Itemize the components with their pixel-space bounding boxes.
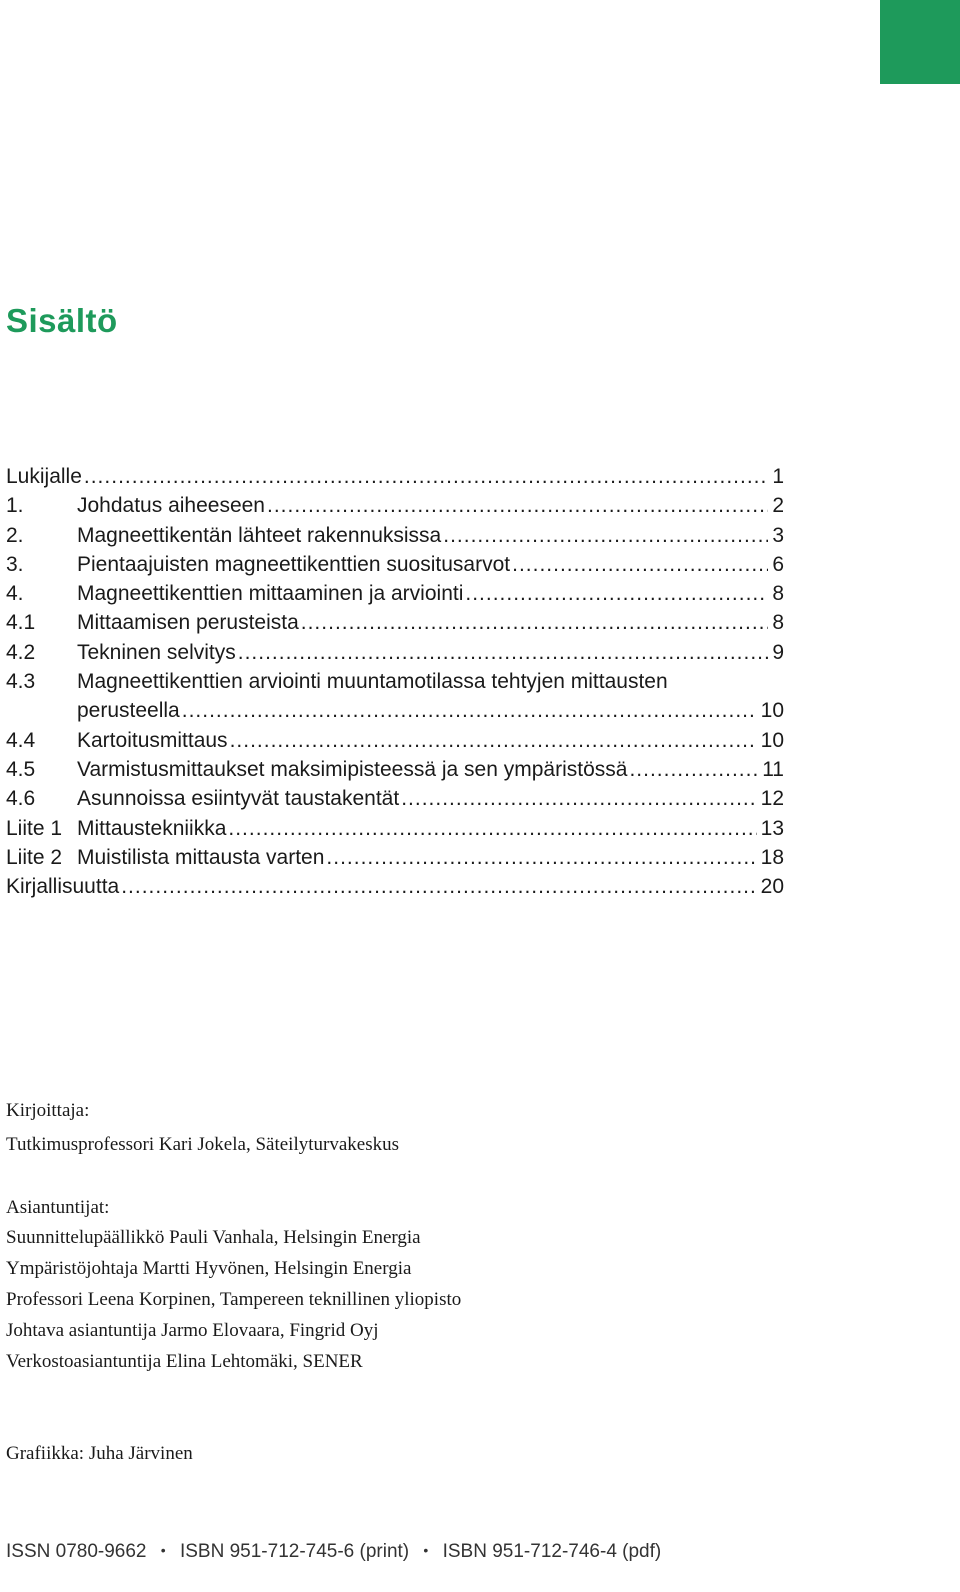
toc-leader-dots	[228, 814, 756, 843]
toc-entry[interactable]	[6, 872, 784, 901]
toc-entry[interactable]	[6, 521, 784, 550]
toc-entry-title: Tekninen selvitys	[77, 640, 236, 664]
toc-entry-number: 2.	[6, 523, 24, 547]
toc-page-number: 10	[760, 699, 784, 723]
toc-entry-title: Mittaustekniikka	[77, 816, 227, 840]
toc-entry[interactable]	[6, 638, 784, 667]
toc-entry-title: Johdatus aiheeseen	[77, 494, 265, 518]
issn: ISSN 0780-9662	[6, 1541, 147, 1562]
toc-leader-dots	[301, 608, 768, 637]
toc-page-number: 8	[772, 582, 784, 606]
experts-label: Asiantuntijat:	[6, 1197, 110, 1218]
bullet-separator: •	[423, 1542, 429, 1558]
toc-entry[interactable]	[6, 696, 784, 725]
toc-entry[interactable]	[6, 491, 784, 520]
toc-entry-number: Liite 1	[6, 816, 63, 840]
toc-page-number: 20	[760, 875, 784, 899]
toc-entry-title: Kartoitusmittaus	[77, 728, 228, 752]
page-title: Sisältö	[6, 302, 118, 339]
toc-entry-title: Asunnoissa esiintyvät taustakentät	[77, 787, 400, 811]
expert-item: Verkostoasiantuntija Elina Lehtomäki, SENER	[6, 1351, 363, 1372]
toc-entry[interactable]	[6, 843, 784, 872]
toc-entry-title: Pientaajuisten magneettikenttien suositusarvot	[77, 552, 511, 576]
toc-entry-title: Varmistusmittaukset maksimipisteessä ja sen ympäristössä	[77, 757, 628, 781]
toc-page-number: 10	[760, 728, 784, 752]
expert-item: Suunnittelupäällikkö Pauli Vanhala, Helsingin Energia	[6, 1227, 421, 1248]
graphics-credit: Grafiikka: Juha Järvinen	[6, 1443, 193, 1464]
toc-entry-number: 4.2	[6, 640, 36, 664]
isbn-pdf: ISBN 951-712-746-4 (pdf)	[442, 1541, 662, 1562]
toc-leader-dots	[629, 755, 758, 784]
toc-page-number: 3	[772, 523, 784, 547]
toc-entry[interactable]	[6, 784, 784, 813]
toc-entry[interactable]	[6, 667, 784, 696]
toc-entry[interactable]	[6, 726, 784, 755]
toc-page-number: 2	[772, 494, 784, 518]
toc-leader-dots	[182, 696, 757, 725]
expert-item: Ympäristöjohtaja Martti Hyvönen, Helsingin Energia	[6, 1258, 412, 1279]
toc-page-number: 1	[772, 465, 784, 488]
toc-entry-title: Magneettikenttien arviointi muuntamotilassa tehtyjen mittausten	[77, 670, 668, 694]
toc-entry-title: Magneettikentän lähteet rakennuksissa	[77, 523, 442, 547]
toc-entry[interactable]	[6, 755, 784, 784]
toc-entry-number: 4.4	[6, 728, 36, 752]
author-name: Tutkimusprofessori Kari Jokela, Säteilyturvakeskus	[6, 1134, 399, 1155]
toc-leader-dots	[121, 872, 756, 901]
toc-leader-dots	[238, 638, 768, 667]
toc-entry-number: 4.	[6, 582, 24, 606]
toc-entry-number: 3.	[6, 552, 24, 576]
toc-entry-title: Kirjallisuutta	[6, 875, 120, 899]
toc-entry-title: Mittaamisen perusteista	[77, 611, 299, 635]
isbn-print: ISBN 951-712-745-6 (print)	[179, 1541, 410, 1562]
toc-page-number: 11	[762, 757, 784, 781]
toc-entry-title: Lukijalle	[6, 465, 82, 488]
toc-entry[interactable]	[6, 579, 784, 608]
table-of-contents	[6, 462, 784, 901]
toc-entry[interactable]	[6, 608, 784, 637]
toc-page-number: 13	[760, 816, 784, 840]
toc-page-number: 9	[772, 640, 784, 664]
expert-item: Professori Leena Korpinen, Tampereen teknillinen yliopisto	[6, 1289, 462, 1310]
toc-leader-dots	[401, 784, 756, 813]
author-label: Kirjoittaja:	[6, 1100, 90, 1121]
toc-leader-dots	[326, 843, 756, 872]
expert-item: Johtava asiantuntija Jarmo Elovaara, Fingrid Oyj	[6, 1320, 379, 1341]
toc-entry[interactable]	[6, 550, 784, 579]
bullet-separator: •	[160, 1542, 166, 1558]
toc-leader-dots	[84, 462, 768, 491]
toc-entry-title: Muistilista mittausta varten	[77, 845, 325, 869]
toc-entry-title: perusteella	[77, 699, 180, 723]
toc-entry[interactable]	[6, 814, 784, 843]
toc-page-number: 6	[772, 552, 784, 576]
toc-leader-dots	[230, 726, 757, 755]
toc-entry-title: Magneettikenttien mittaaminen ja arviointi	[77, 582, 464, 606]
toc-leader-dots	[465, 579, 768, 608]
toc-entry-number: 4.1	[6, 611, 36, 635]
toc-entry[interactable]	[6, 462, 784, 491]
toc-leader-dots	[512, 550, 768, 579]
toc-page-number: 18	[760, 845, 784, 869]
toc-page-number: 8	[772, 611, 784, 635]
toc-leader-dots	[443, 521, 768, 550]
toc-entry-number: 1.	[6, 494, 24, 518]
toc-entry-number: Liite 2	[6, 845, 63, 869]
toc-entry-number: 4.5	[6, 757, 36, 781]
corner-color-tab	[880, 0, 960, 84]
toc-page-number: 12	[760, 787, 784, 811]
publication-identifiers	[6, 1541, 661, 1563]
toc-leader-dots	[267, 491, 768, 520]
toc-entry-number: 4.6	[6, 787, 36, 811]
toc-entry-number: 4.3	[6, 670, 36, 694]
